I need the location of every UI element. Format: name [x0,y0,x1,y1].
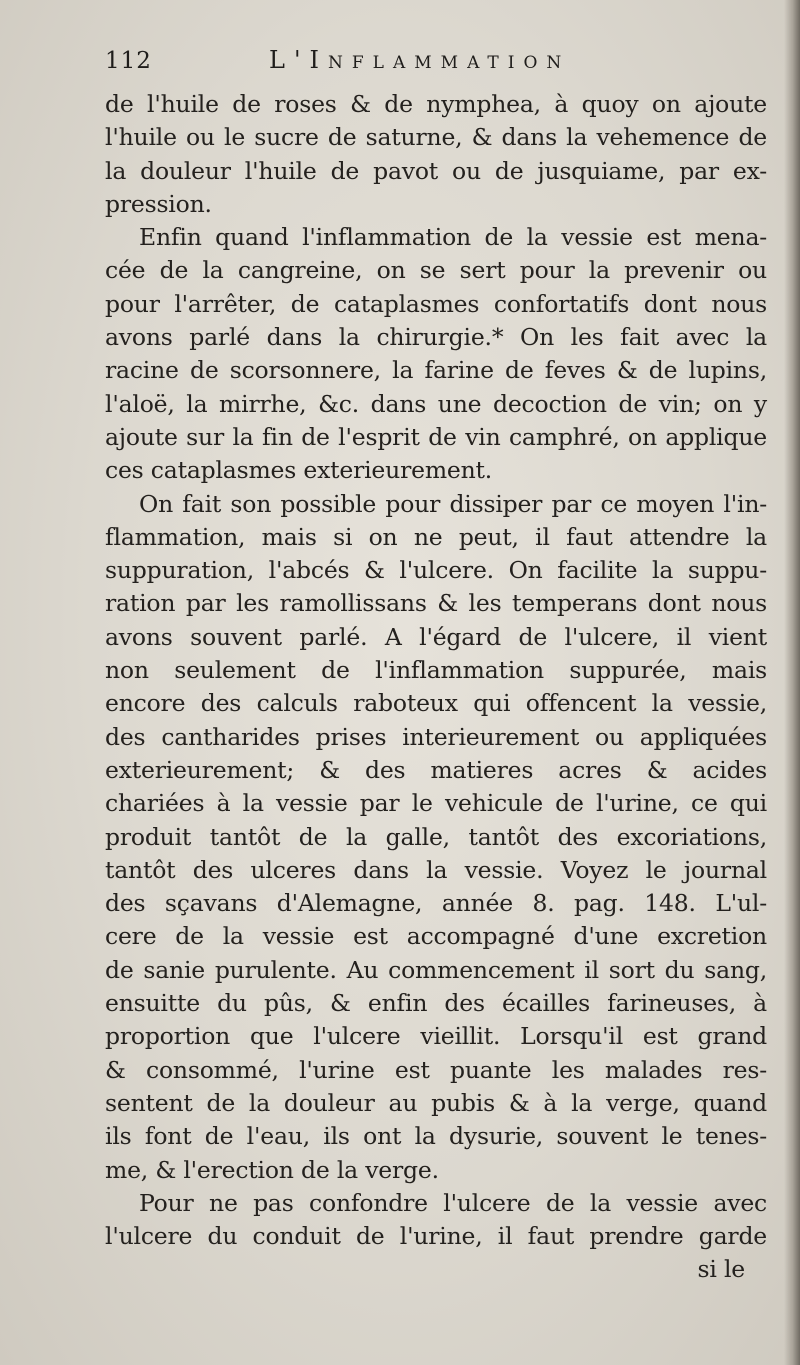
text-line: avons souvent parlé. A l'égard de l'ulcere, il vient [105,622,767,651]
text-line: ration par les ramollissans & les temperans dont nous [105,589,767,618]
text-line: de l'huile de roses & de nymphea, à quoy on ajoute [105,90,767,118]
text-line: Pour ne pas confondre l'ulcere de la vessie avec [139,1188,767,1217]
text-line: sentent de la douleur au pubis & à la verge, quand [105,1088,767,1117]
text-line: cée de la cangreine, on se sert pour la prevenir ou [105,256,767,285]
text-line: racine de scorsonnere, la farine de feves & de lupins, [105,356,767,385]
text-line: produit tantôt de la galle, tantôt des excoriations, [105,822,767,851]
text-line: ajoute sur la fin de l'esprit de vin camphré, on applique [105,422,767,451]
text-line: l'aloë, la mirrhe, &c. dans une decoction de vin; on y [105,389,767,418]
text-line: pour l'arrêter, de cataplasmes confortatifs dont nous [105,289,767,318]
text-line: ils font de l'eau, ils ont la dysurie, souvent le tenes- [105,1122,767,1151]
page-number: 112 [105,48,152,74]
text-line: pression. [105,189,212,218]
text-line: & consommé, l'urine est puante les malades res- [105,1055,767,1084]
text-line: On fait son possible pour dissiper par ce moyen l'in- [139,489,767,518]
text-line: ces cataplasmes exterieurement. [105,456,493,485]
text-line: cere de la vessie est accompagné d'une excretion [105,922,767,951]
text-line: encore des calculs raboteux qui offencent la vessie, [105,689,767,718]
text-line: des cantharides prises interieurement ou appliquées [105,722,767,751]
text-line: avons parlé dans la chirurgie.* On les fait avec la [105,323,767,352]
catchword: si le [697,1255,745,1284]
text-line: la douleur l'huile de pavot ou de jusquiame, par ex- [105,156,767,185]
running-head [105,44,665,84]
text-line: non seulement de l'inflammation suppurée, mais [105,656,767,685]
text-line: ensuitte du pûs, & enfin des écailles farineuses, à [105,989,767,1018]
text-line: flammation, mais si on ne peut, il faut attendre la [105,522,767,551]
text-line: de sanie purulente. Au commencement il sort du sang, [105,955,767,984]
text-line: l'huile ou le sucre de saturne, & dans la vehemence de [105,123,767,152]
text-line: Enfin quand l'inflammation de la vessie est mena- [139,223,767,252]
text-line: chariées à la vessie par le vehicule de l'urine, ce qui [105,789,767,818]
text-line: tantôt des ulceres dans la vessie. Voyez le journal [105,855,767,884]
text-line: proportion que l'ulcere vieillit. Lorsqu'il est grand [105,1022,767,1051]
text-line: me, & l'erection de la verge. [105,1155,439,1184]
body-text [105,88,767,1287]
text-line: des sçavans d'Alemagne, année 8. pag. 148. L'ul- [105,889,767,918]
page-spine-shadow [784,0,800,1365]
text-line: l'ulcere du conduit de l'urine, il faut prendre garde [105,1222,767,1251]
running-title: L'Inflammation [269,46,571,74]
text-line: suppuration, l'abcés & l'ulcere. On facilite la suppu- [105,556,767,585]
text-line: exterieurement; & des matieres acres & acides [105,755,767,784]
